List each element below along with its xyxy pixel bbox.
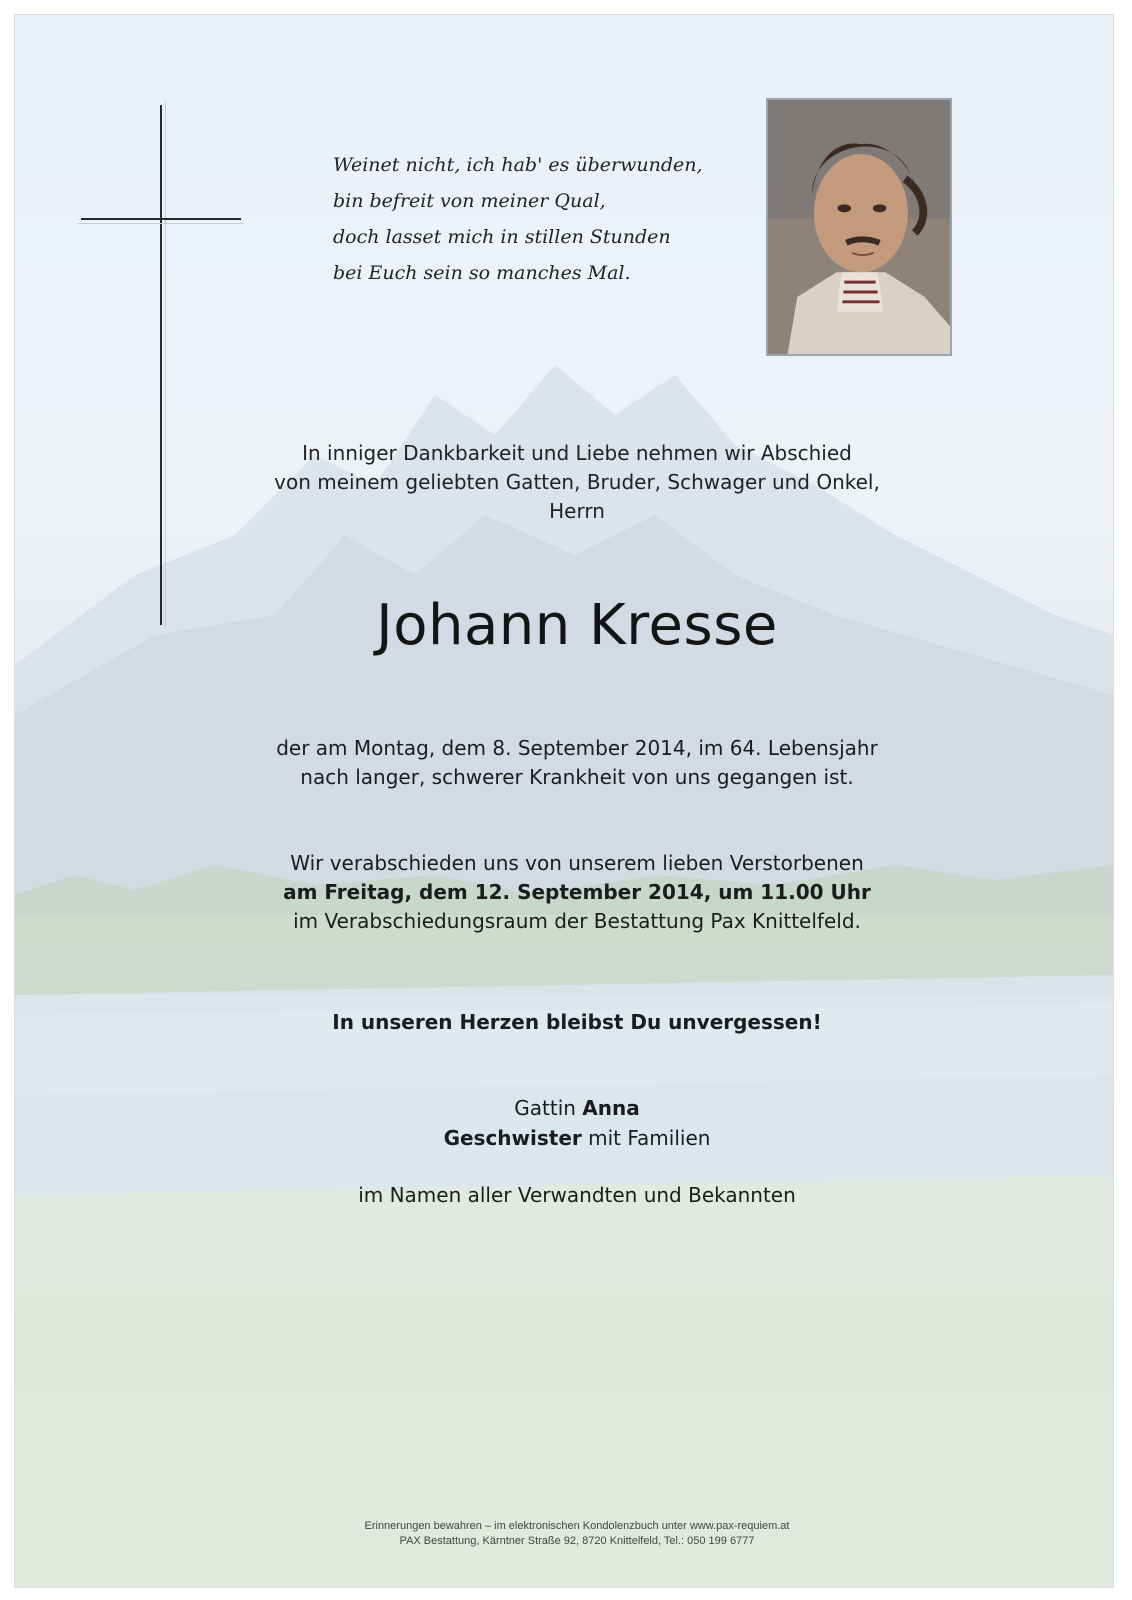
farewell-info bbox=[265, 849, 889, 936]
cross-vertical-bar bbox=[160, 105, 162, 625]
death-notice bbox=[265, 734, 889, 792]
siblings-label: Geschwister bbox=[443, 1126, 582, 1150]
wife-name: Anna bbox=[582, 1096, 640, 1120]
death-notice-line: nach langer, schwerer Krankheit von uns gegangen ist. bbox=[300, 765, 854, 789]
footer-address-line: PAX Bestattung, Kärntner Straße 92, 8720 Knittelfeld, Tel.: 050 199 6777 bbox=[399, 1535, 755, 1547]
obituary-page bbox=[14, 14, 1114, 1588]
portrait-photo bbox=[766, 98, 952, 356]
death-notice-line: der am Montag, dem 8. September 2014, im 64. Lebensjahr bbox=[276, 736, 878, 760]
siblings-suffix: mit Familien bbox=[588, 1126, 711, 1150]
portrait-image bbox=[768, 100, 950, 354]
relatives-line: im Namen aller Verwandten und Bekannten bbox=[358, 1183, 796, 1207]
poem-line: bin befreit von meiner Qual, bbox=[333, 190, 606, 212]
intro-line: In inniger Dankbarkeit und Liebe nehmen wir Abschied bbox=[302, 441, 852, 465]
siblings-line bbox=[265, 1123, 889, 1153]
cross-horizontal-shadow bbox=[77, 223, 243, 224]
cross-horizontal-bar bbox=[81, 218, 241, 220]
intro-line: von meinem geliebten Gatten, Bruder, Schwager und Onkel, bbox=[274, 470, 880, 494]
wife-prefix: Gattin bbox=[514, 1096, 576, 1120]
poem-line: Weinet nicht, ich hab' es überwunden, bbox=[333, 154, 703, 176]
cross-vertical-shadow bbox=[165, 101, 166, 627]
farewell-date: am Freitag, dem 12. September 2014, um 11.00 Uhr bbox=[283, 880, 871, 904]
memorial-motto: In unseren Herzen bleibst Du unvergessen! bbox=[332, 1010, 822, 1034]
poem-line: doch lasset mich in stillen Stunden bbox=[333, 226, 671, 248]
poem-line: bei Euch sein so manches Mal. bbox=[333, 262, 631, 284]
family-signature bbox=[265, 1093, 889, 1153]
farewell-location: im Verabschiedungsraum der Bestattung Pax Knittelfeld. bbox=[293, 909, 861, 933]
intro-line: Herrn bbox=[549, 499, 605, 523]
wife-line bbox=[265, 1093, 889, 1123]
footer-condolence-line: Erinnerungen bewahren – im elektronischen Kondolenzbuch unter www.pax-requiem.at bbox=[364, 1520, 790, 1532]
footer bbox=[265, 1519, 889, 1549]
farewell-line: Wir verabschieden uns von unserem lieben Verstorbenen bbox=[290, 851, 864, 875]
intro-text bbox=[265, 439, 889, 526]
poem bbox=[333, 147, 753, 291]
deceased-name: Johann Kresse bbox=[376, 593, 778, 658]
